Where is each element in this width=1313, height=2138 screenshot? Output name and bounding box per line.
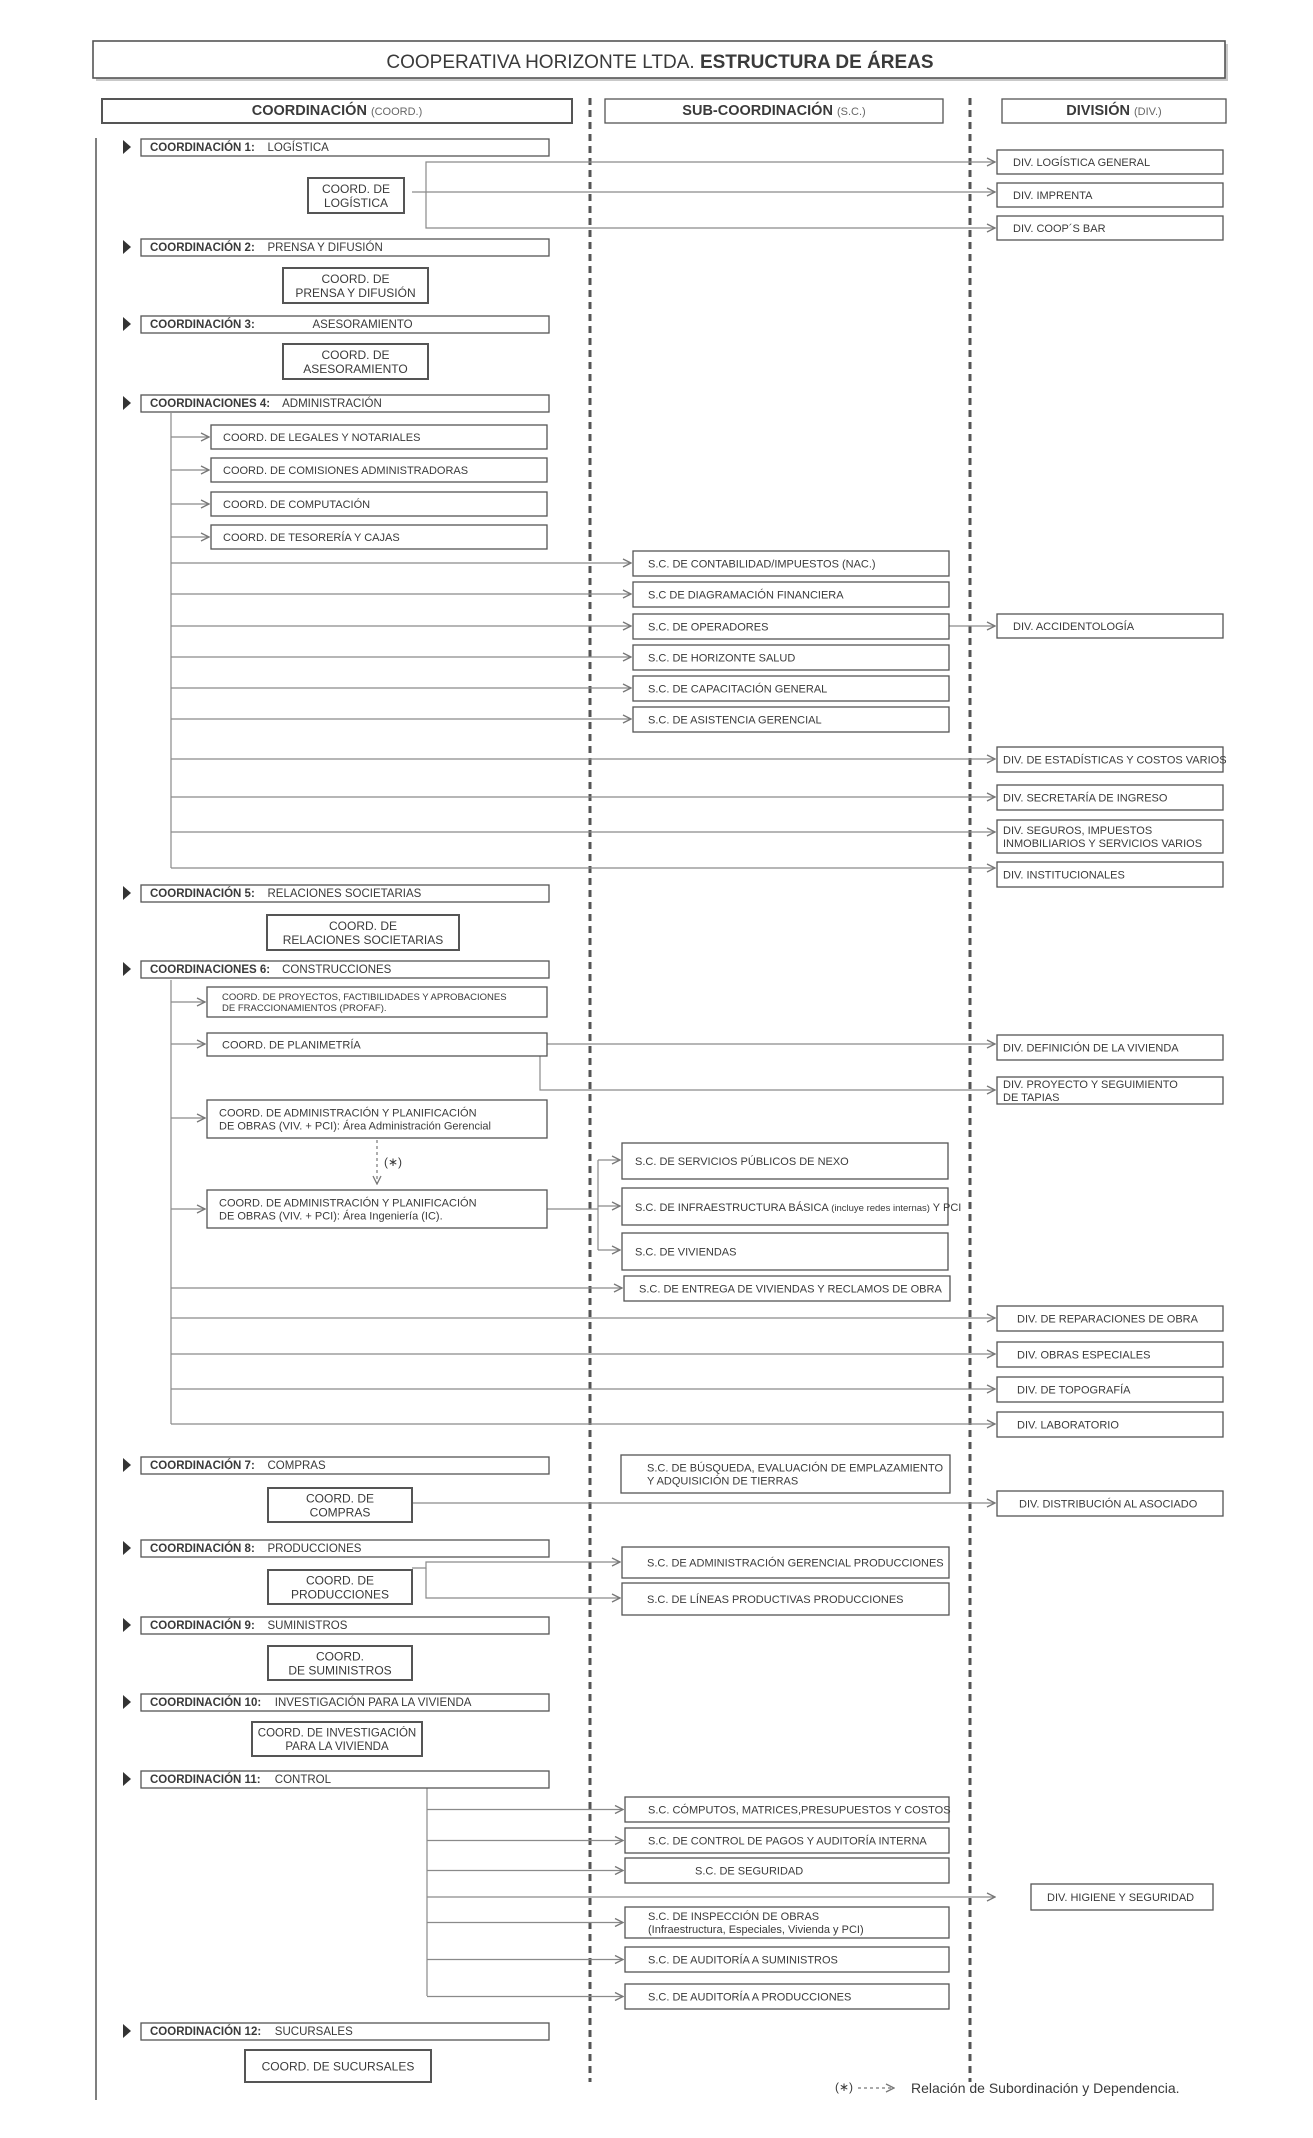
division-distribucion-label: DIV. DISTRIBUCIÓN AL ASOCIADO (1019, 1498, 1198, 1511)
header-label: DIVISIÓN (1066, 103, 1130, 119)
division-coops-bar-label: DIV. COOP´S BAR (1013, 222, 1106, 235)
sub-coord-diagramacion-label: S.C DE DIAGRAMACIÓN FINANCIERA (648, 589, 844, 602)
triangle-icon (123, 317, 131, 331)
sub-coord-operadores-label: S.C. DE OPERADORES (648, 621, 769, 634)
coordination-number: COORDINACIÓN 1: (150, 142, 255, 154)
title-bold: ESTRUCTURA DE ÁREAS (699, 52, 934, 73)
header-abbr: (DIV.) (1133, 106, 1162, 118)
coordination-name: CONTROL (274, 1774, 332, 1786)
connector-arrow (412, 162, 995, 192)
coordination-number: COORDINACIÓN 11: (150, 1774, 261, 1786)
coord-compras-box-label: COORD. DE (305, 1491, 375, 1506)
coord-investigacion-box-label: PARA LA VIVIENDA (285, 1740, 389, 1753)
division-estadisticas-label: DIV. DE ESTADÍSTICAS Y COSTOS VARIOS (1003, 754, 1227, 767)
triangle-icon (123, 1541, 131, 1555)
title-normal: COOPERATIVA HORIZONTE LTDA. (386, 52, 700, 73)
sub-coord-inspeccion-label: S.C. DE INSPECCIÓN DE OBRAS (648, 1910, 820, 1923)
sub-coord-entrega-label: S.C. DE ENTREGA DE VIVIENDAS Y RECLAMOS DE OBRA (639, 1283, 942, 1296)
coordination-number: COORDINACIÓN 3: (150, 319, 255, 331)
admin-coord-label: COORD. DE LEGALES Y NOTARIALES (223, 432, 421, 444)
sub-coord-computos-label: S.C. CÓMPUTOS, MATRICES,PRESUPUESTOS Y COSTOS (648, 1804, 951, 1817)
admin-coord-label: COORD. DE COMISIONES ADMINISTRADORAS (223, 465, 469, 477)
triangle-icon (123, 140, 131, 154)
coord-producciones-box-label: COORD. DE (305, 1573, 375, 1588)
coord-investigacion-box-label: COORD. DE INVESTIGACIÓN (257, 1727, 417, 1740)
sub-coord-nexo-label: S.C. DE SERVICIOS PÚBLICOS DE NEXO (635, 1155, 849, 1168)
coordination-name: CONSTRUCCIONES (282, 964, 392, 976)
coordination-number: COORDINACIÓN 12: (150, 2026, 262, 2038)
header-abbr: (S.C.) (836, 106, 866, 118)
division-reparaciones-label: DIV. DE REPARACIONES DE OBRA (1017, 1313, 1198, 1326)
coordination-name: LOGÍSTICA (267, 142, 329, 154)
coordination-number: COORDINACIONES 6: (150, 964, 271, 976)
triangle-icon (123, 886, 131, 900)
division-seguros-label: INMOBILIARIOS Y SERVICIOS VARIOS (1003, 837, 1203, 850)
sub-coord-lineas-prod-label: S.C. DE LÍNEAS PRODUCTIVAS PRODUCCIONES (647, 1593, 904, 1606)
page-title (386, 51, 933, 73)
triangle-icon (123, 1772, 131, 1786)
coord-suministros-box-label: DE SUMINISTROS (288, 1663, 392, 1678)
sub-coord-viviendas-label: S.C. DE VIVIENDAS (635, 1246, 737, 1259)
coord-relaciones-box-label: COORD. DE (328, 918, 398, 933)
coordination-name: ADMINISTRACIÓN (282, 398, 382, 410)
triangle-icon (123, 1618, 131, 1632)
infra-main: S.C. DE INFRAESTRUCTURA BÁSICA (635, 1202, 832, 1214)
division-secretaria-label: DIV. SECRETARÍA DE INGRESO (1003, 792, 1168, 805)
coord-sucursales-box-label: COORD. DE SUCURSALES (261, 2059, 415, 2074)
coordination-number: COORDINACIÓN 10: (150, 1697, 262, 1709)
sub-coord-contabilidad-label: S.C. DE CONTABILIDAD/IMPUESTOS (NAC.) (648, 558, 876, 571)
triangle-icon (123, 396, 131, 410)
division-accidentologia-label: DIV. ACCIDENTOLOGÍA (1013, 620, 1135, 633)
coord-admin-ingenieria-box-label: DE OBRAS (VIV. + PCI): Área Ingeniería (IC). (219, 1210, 443, 1223)
sub-coord-pagos-label: S.C. DE CONTROL DE PAGOS Y AUDITORÍA INTERNA (648, 1835, 927, 1848)
legend-symbol: (∗) (834, 2080, 854, 2094)
coord-prensa-box-label: PRENSA Y DIFUSIÓN (295, 285, 416, 300)
coordination-name: PRODUCCIONES (267, 1543, 362, 1555)
sub-coord-salud-label: S.C. DE HORIZONTE SALUD (648, 652, 796, 665)
division-imprenta-label: DIV. IMPRENTA (1013, 189, 1093, 202)
sub-coord-aud_producciones-label: S.C. DE AUDITORÍA A PRODUCCIONES (648, 1991, 852, 2004)
coord-admin-ingenieria-box-label: COORD. DE ADMINISTRACIÓN Y PLANIFICACIÓN (219, 1197, 477, 1210)
sub-coord-seguridad-label: S.C. DE SEGURIDAD (695, 1865, 804, 1878)
coord-asesoramiento-box-label: COORD. DE (321, 347, 390, 362)
triangle-icon (123, 1695, 131, 1709)
coord-profaf-box-label: COORD. DE PROYECTOS, FACTIBILIDADES Y APROBACIONES (222, 991, 507, 1003)
coord-planimetria-box-label: COORD. DE PLANIMETRÍA (222, 1039, 361, 1052)
coordination-number: COORDINACIÓN 2: (150, 242, 255, 254)
header-label: SUB-COORDINACIÓN (682, 103, 833, 119)
coordination-number: COORDINACIÓN 9: (150, 1620, 255, 1632)
coord-prensa-box-label: COORD. DE (321, 271, 390, 286)
coord-asesoramiento-box-label: ASESORAMIENTO (303, 361, 408, 376)
coordination-name: ASESORAMIENTO (312, 319, 413, 331)
connector-arrow (426, 1568, 620, 1598)
sub-coord-aud_suministros-label: S.C. DE AUDITORÍA A SUMINISTROS (648, 1954, 838, 1967)
asterisk-symbol: (∗) (384, 1155, 403, 1169)
triangle-icon (123, 1458, 131, 1472)
triangle-icon (123, 2024, 131, 2038)
triangle-icon (123, 240, 131, 254)
coordination-name: COMPRAS (267, 1460, 326, 1472)
legend-text: Relación de Subordinación y Dependencia. (911, 2080, 1180, 2096)
coord-suministros-box-label: COORD. (316, 1649, 364, 1664)
coordination-name: RELACIONES SOCIETARIAS (267, 888, 422, 900)
coord-compras-box-label: COMPRAS (309, 1505, 371, 1520)
sub-coord-asistencia-label: S.C. DE ASISTENCIA GERENCIAL (648, 714, 822, 727)
sub-coord-inspeccion-label: (Infraestructura, Especiales, Vivienda y PCI) (648, 1923, 864, 1936)
coordination-name: SUMINISTROS (267, 1620, 348, 1632)
connector-arrow (540, 1056, 995, 1090)
coord-producciones-box-label: PRODUCCIONES (290, 1587, 390, 1602)
coord-admin-gerencial-box-label: COORD. DE ADMINISTRACIÓN Y PLANIFICACIÓN (219, 1107, 477, 1120)
division-higiene-label: DIV. HIGIENE Y SEGURIDAD (1047, 1891, 1195, 1904)
division-institucionales-label: DIV. INSTITUCIONALES (1003, 869, 1125, 882)
division-seguros-label: DIV. SEGUROS, IMPUESTOS (1003, 824, 1153, 837)
header-abbr: (COORD.) (370, 106, 423, 118)
sub-coord-busqueda-label: Y ADQUISICIÓN DE TIERRAS (647, 1475, 799, 1488)
infra-note: (incluye redes internas) (831, 1203, 930, 1214)
coordination-name: INVESTIGACIÓN PARA LA VIVIENDA (274, 1697, 472, 1709)
coord-profaf-box-label: DE FRACCIONAMIENTOS (PROFAF). (222, 1002, 387, 1014)
coordination-name: SUCURSALES (274, 2026, 353, 2038)
coordination-number: COORDINACIÓN 7: (150, 1460, 255, 1472)
sub-coord-capacitacion-label: S.C. DE CAPACITACIÓN GENERAL (648, 683, 828, 696)
coord-logistica-box-label: COORD. DE (321, 181, 391, 196)
admin-coord-label: COORD. DE TESORERÍA Y CAJAS (223, 532, 400, 544)
coord-admin-gerencial-box-label: DE OBRAS (VIV. + PCI): Área Administración Gerencial (219, 1120, 491, 1133)
sub-coord-infraestructura-label (635, 1201, 961, 1214)
coord-relaciones-box-label: RELACIONES SOCIETARIAS (282, 932, 444, 947)
infra-suffix: Y PCI (929, 1202, 962, 1214)
coordination-name: PRENSA Y DIFUSIÓN (267, 242, 383, 254)
connector-arrow (426, 192, 995, 228)
division-definicion-label: DIV. DEFINICIÓN DE LA VIVIENDA (1003, 1042, 1179, 1055)
coordination-number: COORDINACIÓN 8: (150, 1543, 255, 1555)
header-label: COORDINACIÓN (251, 103, 367, 119)
coord-logistica-box-label: LOGÍSTICA (323, 195, 389, 210)
admin-coord-label: COORD. DE COMPUTACIÓN (223, 499, 371, 511)
division-laboratorio-label: DIV. LABORATORIO (1017, 1419, 1119, 1432)
division-proyecto-label: DE TAPIAS (1003, 1091, 1060, 1104)
coordination-number: COORDINACIÓN 5: (150, 888, 255, 900)
division-especiales-label: DIV. OBRAS ESPECIALES (1017, 1349, 1151, 1362)
division-topografia-label: DIV. DE TOPOGRAFÍA (1017, 1384, 1131, 1397)
sub-coord-admin-prod-label: S.C. DE ADMINISTRACIÓN GERENCIAL PRODUCCIONES (647, 1557, 944, 1570)
triangle-icon (123, 962, 131, 976)
division-proyecto-label: DIV. PROYECTO Y SEGUIMIENTO (1003, 1078, 1178, 1091)
coordination-number: COORDINACIONES 4: (150, 398, 271, 410)
division-logistica-general-label: DIV. LOGÍSTICA GENERAL (1013, 156, 1151, 169)
sub-coord-busqueda-label: S.C. DE BÚSQUEDA, EVALUACIÓN DE EMPLAZAMIENTO (647, 1462, 944, 1475)
